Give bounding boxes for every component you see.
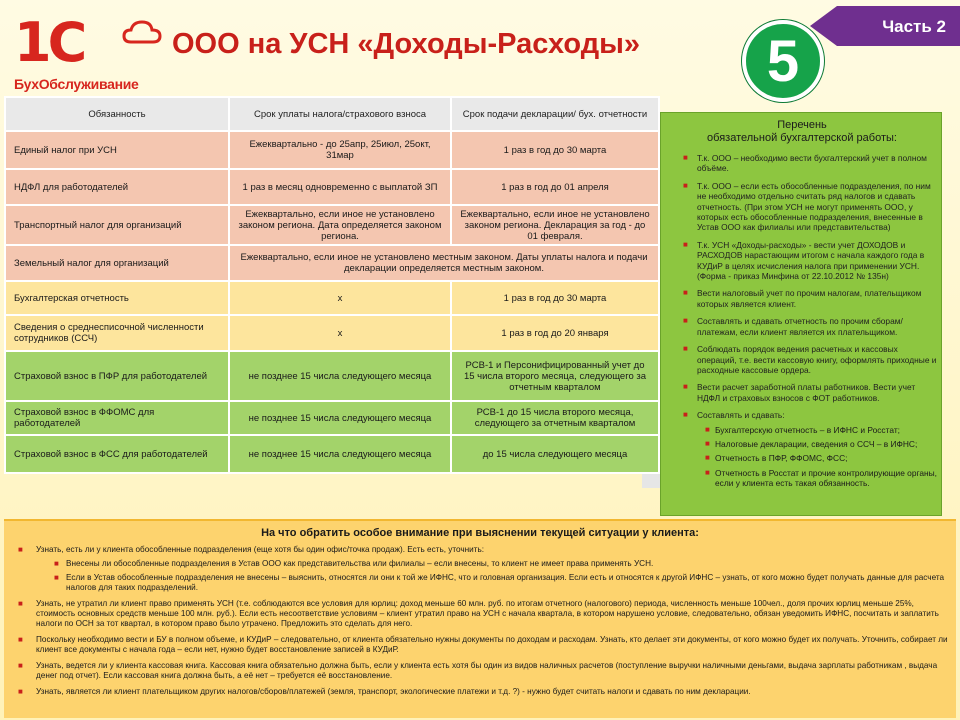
required-work-panel [660, 112, 942, 516]
square-bullet-icon: ■ [683, 180, 688, 190]
list-item-text: Узнать, есть ли у клиента обособленные подразделения (еще хотя бы один офис/точка продаж). Есть есть, уточнить: [36, 545, 485, 554]
table-row [5, 351, 659, 401]
table-cell: РСВ-1 до 15 числа второго месяца, следующего за отчетным кварталом [451, 401, 659, 435]
section-number-badge [742, 20, 824, 102]
header-payment-deadline: Срок уплаты налога/страхового взноса [229, 97, 451, 131]
square-bullet-icon: ■ [683, 153, 688, 162]
required-work-title [661, 119, 943, 145]
table-cell: х [229, 315, 451, 351]
list-item-text: Вести налоговый учет по прочим налогам, плательщиком которых является клиент. [697, 288, 922, 309]
list-subitem-text: Отчетность в Росстат и прочие контролирующие органы, если у клиента есть такая обязанность. [715, 467, 938, 489]
logo-mark: 1С [14, 11, 84, 74]
square-bullet-icon: ■ [683, 316, 688, 326]
square-bullet-icon: ■ [683, 288, 688, 298]
table-cell: 1 раз в месяц одновременно с выплатой ЗП [229, 169, 451, 205]
table-row [5, 131, 659, 169]
table-cell: Земельный налог для организаций [5, 245, 229, 281]
list-item [12, 599, 948, 629]
required-work-title-line2: обязательной бухгалтерской работы: [707, 132, 897, 144]
list-subitem-text: Бухгалтерскую отчетность – в ИФНС и Росстат; [715, 424, 900, 435]
table-cell: Транспортный налог для организаций [5, 205, 229, 245]
page-title: ООО на УСН «Доходы-Расходы» [172, 28, 640, 60]
attention-list [12, 545, 948, 703]
list-item [669, 240, 939, 282]
square-bullet-icon: ■ [705, 453, 710, 463]
square-bullet-icon: ■ [683, 410, 688, 420]
list-item [669, 153, 939, 174]
square-bullet-icon: ■ [54, 573, 59, 582]
table-cell: 1 раз в год до 01 апреля [451, 169, 659, 205]
table-cell: Страховой взнос в ПФР для работодателей [5, 351, 229, 401]
table-cell: не позднее 15 числа следующего месяца [229, 435, 451, 473]
list-item [12, 635, 948, 655]
table-cell: Ежеквартально, если иное не установлено местным законом. Даты уплаты налога и подачи декларации определяется местным законом. [229, 245, 659, 281]
table-row [5, 435, 659, 473]
list-item [669, 344, 939, 375]
list-subitem-text: Если в Устав обособленные подразделения не внесены – выяснить, относятся ли они к той же ИФНС, что и головная организация. Если есть и относятся к другой ИФНС – узнать, от кого можно будет получать данные для расчета налогов для таких подразделений. [66, 573, 945, 592]
table-cell: х [229, 281, 451, 315]
table-cell: не позднее 15 числа следующего месяца [229, 401, 451, 435]
table-row [5, 315, 659, 351]
square-bullet-icon: ■ [683, 344, 688, 354]
list-item-text: Т.к. ООО – необходимо вести бухгалтерский учет в полном объёме. [697, 153, 927, 174]
square-bullet-icon: ■ [54, 559, 59, 568]
list-subitem [12, 559, 948, 569]
table-header-row [5, 97, 659, 131]
list-subitem [669, 468, 939, 489]
list-subitem [669, 439, 939, 449]
square-bullet-icon: ■ [18, 661, 23, 670]
list-item-text: Узнать, не утратил ли клиент право применять УСН (т.е. соблюдаются все условия для юрлиц: доход меньше 60 млн. руб. по итогам отчетного (налогового) периода, численность меньше 100чел., доля прочих юрлиц меньше 25%, стоимость основных средств меньше 100 млн. руб.). Если есть несоответствие условиям – клиент утратил право на УСН с начала квартала, в котором нарушено условие, следовательно, обязан уведомить ИФНС, посчитать и заплатить налоги по ОСН за тот квартал, в котором право было утрачено. Предложить это сделать для него. [36, 599, 939, 628]
table-cell: Ежеквартально - до 25апр, 25июл, 25окт, 31мар [229, 131, 451, 169]
list-item [669, 382, 939, 403]
table-cell: не позднее 15 числа следующего месяца [229, 351, 451, 401]
list-item [669, 410, 939, 420]
list-item [669, 288, 939, 309]
square-bullet-icon: ■ [18, 599, 23, 608]
square-bullet-icon: ■ [683, 239, 688, 249]
cloud-icon [122, 18, 162, 46]
square-bullet-icon: ■ [18, 545, 23, 554]
table-row [5, 281, 659, 315]
list-subitem-text: Внесены ли обособленные подразделения в Устав ООО как представительства или филиалы – если внесены, то клиент не имеет права применять УСН. [66, 559, 654, 568]
table-row [5, 205, 659, 245]
required-work-list [669, 153, 939, 493]
table-row [5, 169, 659, 205]
section-number: 5 [766, 29, 800, 94]
list-item [12, 661, 948, 681]
table-cell: РСВ-1 и Персонифицированный учет до 15 числа второго месяца, следующего за отчетным кварталом [451, 351, 659, 401]
list-item-text: Поскольку необходимо вести и БУ в полном объеме, и КУДиР – следовательно, от клиента обязательно нужны документы по доходам и расходам. Узнать, кто делает эти документы, от кого можно будет их получать. Уточнить, собирает ли клиент все документы с начала года – если нет, нужно будет восстановление записей в КУДиР. [36, 635, 948, 654]
logo-text: БухОбслуживание [14, 76, 139, 92]
table-cell: Бухгалтерская отчетность [5, 281, 229, 315]
square-bullet-icon: ■ [683, 382, 688, 392]
table-cell: Страховой взнос в ФСС для работодателей [5, 435, 229, 473]
square-bullet-icon: ■ [705, 467, 710, 477]
table-cell: до 15 числа следующего месяца [451, 435, 659, 473]
table-cell: Ежеквартально, если иное не установлено законом региона. Декларация за год - до 01 февраля. [451, 205, 659, 245]
list-subitem-text: Отчетность в ПФР, ФФОМС, ФСС; [715, 453, 848, 464]
obligations-table [4, 96, 658, 474]
company-logo [14, 12, 164, 94]
list-subitem [669, 453, 939, 463]
list-item [12, 545, 948, 555]
square-bullet-icon: ■ [705, 424, 710, 434]
table-cell: НДФЛ для работодателей [5, 169, 229, 205]
header-obligation: Обязанность [5, 97, 229, 131]
list-item [669, 316, 939, 337]
table-row [5, 401, 659, 435]
attention-title: На что обратить особое внимание при выяснении текущей ситуации у клиента: [261, 527, 699, 539]
list-item-text: Составлять и сдавать: [697, 410, 785, 421]
table-cell: Страховой взнос в ФФОМС для работодателей [5, 401, 229, 435]
table-cell: Единый налог при УСН [5, 131, 229, 169]
required-work-title-line1: Перечень [777, 119, 827, 131]
table-cell: 1 раз в год до 30 марта [451, 281, 659, 315]
table-cell: 1 раз в год до 20 января [451, 315, 659, 351]
table-cell: 1 раз в год до 30 марта [451, 131, 659, 169]
square-bullet-icon: ■ [18, 687, 23, 696]
list-item-text: Узнать, ведется ли у клиента кассовая книга. Кассовая книга обязательно должна быть, если у клиента есть хотя бы один из видов наличных расчетов (поступление выручки наличными деньгами, выдача зарплаты работникам , выдача денег под отчет). Если кассовая книга должна быть, а её нет – требуется её восстановление. [36, 661, 938, 680]
square-bullet-icon: ■ [18, 635, 23, 644]
list-item-text: Узнать, является ли клиент плательщиком других налогов/сборов/платежей (земля, транспорт, экологические платежи и т.д. ?) - нужно будет считать налоги и сдавать по ним декларации. [36, 687, 751, 696]
list-item-text: Вести расчет заработной платы работников. Вести учет НДФЛ и страховых взносов с ФОТ работников. [697, 382, 916, 403]
table-row [5, 245, 659, 281]
square-bullet-icon: ■ [705, 438, 710, 448]
attention-panel [4, 519, 956, 718]
list-subitem [669, 425, 939, 435]
table-cell: Сведения о среднесписочной численности сотрудников (ССЧ) [5, 315, 229, 351]
list-item [12, 687, 948, 697]
part-label: Часть 2 [882, 17, 946, 36]
list-item-text: Т.к. УСН «Доходы-расходы» - вести учет ДОХОДОВ и РАСХОДОВ нарастающим итогом с начала каждого года в КУДиР в целях исчисления налога при применении УСН. (Форма - приказ Минфина от 22.10.2012 № 135н) [697, 239, 925, 282]
list-item-text: Составлять и сдавать отчетность по прочим сборам/платежам, если клиент является их плательщиком. [697, 316, 903, 337]
list-item-text: Соблюдать порядок ведения расчетных и кассовых операций, т.е. вести кассовую книгу, оформлять приходные и расходные кассовые ордера. [697, 344, 937, 375]
list-item-text: Т.к. ООО – если есть обособленные подразделения, по ним не необходимо отдельно считать ряд налогов и сдавать отчетность. (При этом УСН не могут применять ООО, у которых есть обособленные подразделения, внесенные в Устав ООО как филиалы или представительства) [697, 180, 931, 233]
header-report-deadline: Срок подачи декларации/ бух. отчетности [451, 97, 659, 131]
table-cell: Ежеквартально, если иное не установлено законом региона. Дата определяется законом региона. [229, 205, 451, 245]
list-subitem-text: Налоговые декларации, сведения о ССЧ – в ИФНС; [715, 438, 918, 449]
list-subitem [12, 573, 948, 593]
list-item [669, 181, 939, 233]
